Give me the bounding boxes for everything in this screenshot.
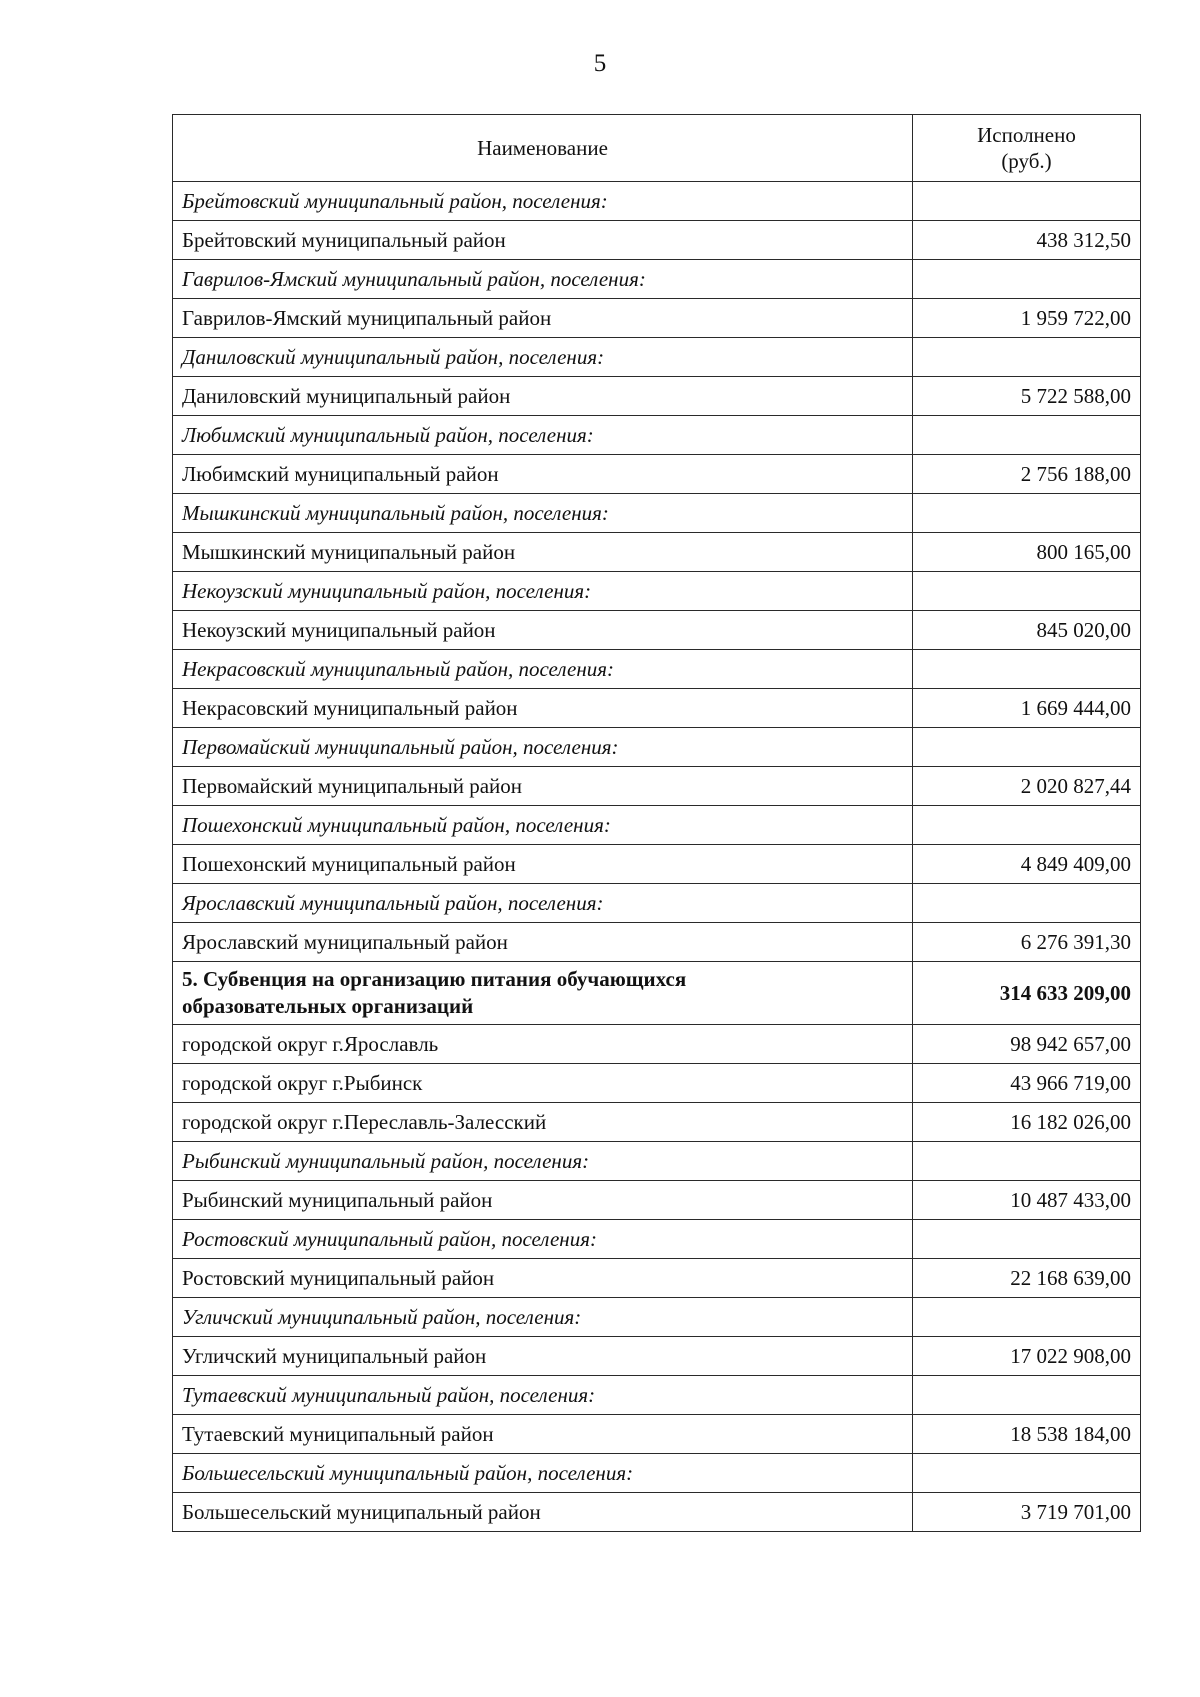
row-name: Первомайский муниципальный район bbox=[173, 767, 913, 806]
row-executed-amount bbox=[913, 1298, 1141, 1337]
row-name: Ярославский муниципальный район, поселения: bbox=[173, 884, 913, 923]
table-row bbox=[173, 923, 1141, 962]
table-row bbox=[173, 1103, 1141, 1142]
row-name: Брейтовский муниципальный район, поселения: bbox=[173, 182, 913, 221]
table-header-row bbox=[173, 115, 1141, 182]
row-executed-amount: 1 959 722,00 bbox=[913, 299, 1141, 338]
row-executed-amount: 22 168 639,00 bbox=[913, 1259, 1141, 1298]
group-heading-row bbox=[173, 1454, 1141, 1493]
row-name: городской округ г.Ярославль bbox=[173, 1025, 913, 1064]
row-name: Мышкинский муниципальный район, поселения: bbox=[173, 494, 913, 533]
group-heading-row bbox=[173, 728, 1141, 767]
table-row bbox=[173, 221, 1141, 260]
row-executed-amount bbox=[913, 494, 1141, 533]
table-row bbox=[173, 533, 1141, 572]
table-row bbox=[173, 611, 1141, 650]
column-header-executed: Исполнено (руб.) bbox=[913, 115, 1141, 182]
row-executed-amount: 3 719 701,00 bbox=[913, 1493, 1141, 1532]
row-name: Тутаевский муниципальный район, поселения: bbox=[173, 1376, 913, 1415]
row-executed-amount bbox=[913, 1454, 1141, 1493]
row-executed-amount bbox=[913, 806, 1141, 845]
row-name: Ростовский муниципальный район, поселения: bbox=[173, 1220, 913, 1259]
row-name: Некоузский муниципальный район bbox=[173, 611, 913, 650]
row-executed-amount: 43 966 719,00 bbox=[913, 1064, 1141, 1103]
row-executed-amount: 18 538 184,00 bbox=[913, 1415, 1141, 1454]
table-body bbox=[173, 182, 1141, 1532]
row-name: Пошехонский муниципальный район bbox=[173, 845, 913, 884]
table-row bbox=[173, 455, 1141, 494]
row-executed-amount: 5 722 588,00 bbox=[913, 377, 1141, 416]
group-heading-row bbox=[173, 1376, 1141, 1415]
group-heading-row bbox=[173, 416, 1141, 455]
table-row bbox=[173, 377, 1141, 416]
row-executed-amount bbox=[913, 1220, 1141, 1259]
row-executed-amount: 2 020 827,44 bbox=[913, 767, 1141, 806]
row-executed-amount bbox=[913, 728, 1141, 767]
table-row bbox=[173, 1181, 1141, 1220]
row-executed-amount: 16 182 026,00 bbox=[913, 1103, 1141, 1142]
row-executed-amount: 314 633 209,00 bbox=[913, 962, 1141, 1025]
group-heading-row bbox=[173, 572, 1141, 611]
row-name: Большесельский муниципальный район bbox=[173, 1493, 913, 1532]
row-name: Рыбинский муниципальный район bbox=[173, 1181, 913, 1220]
row-name: Некрасовский муниципальный район bbox=[173, 689, 913, 728]
row-name: Угличский муниципальный район, поселения: bbox=[173, 1298, 913, 1337]
table-row bbox=[173, 1493, 1141, 1532]
section-total-row bbox=[173, 962, 1141, 1025]
row-name: Мышкинский муниципальный район bbox=[173, 533, 913, 572]
row-name: Даниловский муниципальный район, поселения: bbox=[173, 338, 913, 377]
row-executed-amount: 17 022 908,00 bbox=[913, 1337, 1141, 1376]
group-heading-row bbox=[173, 650, 1141, 689]
row-name: Угличский муниципальный район bbox=[173, 1337, 913, 1376]
row-name: Тутаевский муниципальный район bbox=[173, 1415, 913, 1454]
row-executed-amount bbox=[913, 1142, 1141, 1181]
row-name: Рыбинский муниципальный район, поселения: bbox=[173, 1142, 913, 1181]
row-name: Любимский муниципальный район, поселения: bbox=[173, 416, 913, 455]
row-executed-amount: 438 312,50 bbox=[913, 221, 1141, 260]
group-heading-row bbox=[173, 1298, 1141, 1337]
group-heading-row bbox=[173, 182, 1141, 221]
row-executed-amount: 6 276 391,30 bbox=[913, 923, 1141, 962]
row-executed-amount bbox=[913, 260, 1141, 299]
row-name: Брейтовский муниципальный район bbox=[173, 221, 913, 260]
group-heading-row bbox=[173, 260, 1141, 299]
table-row bbox=[173, 767, 1141, 806]
row-executed-amount: 2 756 188,00 bbox=[913, 455, 1141, 494]
table-row bbox=[173, 299, 1141, 338]
group-heading-row bbox=[173, 806, 1141, 845]
row-name: Большесельский муниципальный район, поселения: bbox=[173, 1454, 913, 1493]
row-executed-amount: 1 669 444,00 bbox=[913, 689, 1141, 728]
group-heading-row bbox=[173, 338, 1141, 377]
page-number: 5 bbox=[593, 50, 607, 77]
row-executed-amount bbox=[913, 572, 1141, 611]
row-executed-amount bbox=[913, 416, 1141, 455]
group-heading-row bbox=[173, 884, 1141, 923]
row-executed-amount: 98 942 657,00 bbox=[913, 1025, 1141, 1064]
row-executed-amount: 4 849 409,00 bbox=[913, 845, 1141, 884]
column-header-name: Наименование bbox=[173, 115, 913, 182]
row-name: Некоузский муниципальный район, поселения: bbox=[173, 572, 913, 611]
row-executed-amount bbox=[913, 650, 1141, 689]
row-executed-amount bbox=[913, 884, 1141, 923]
row-name: Гаврилов-Ямский муниципальный район bbox=[173, 299, 913, 338]
row-executed-amount: 845 020,00 bbox=[913, 611, 1141, 650]
table-row bbox=[173, 1064, 1141, 1103]
table-row bbox=[173, 1415, 1141, 1454]
table-row bbox=[173, 845, 1141, 884]
row-name: городской округ г.Переславль-Залесский bbox=[173, 1103, 913, 1142]
budget-execution-table bbox=[172, 114, 1141, 1532]
group-heading-row bbox=[173, 494, 1141, 533]
table-row bbox=[173, 1025, 1141, 1064]
row-name: Любимский муниципальный район bbox=[173, 455, 913, 494]
row-executed-amount bbox=[913, 1376, 1141, 1415]
row-name: городской округ г.Рыбинск bbox=[173, 1064, 913, 1103]
row-name: Гаврилов-Ямский муниципальный район, поселения: bbox=[173, 260, 913, 299]
row-name: Некрасовский муниципальный район, поселения: bbox=[173, 650, 913, 689]
group-heading-row bbox=[173, 1220, 1141, 1259]
row-executed-amount bbox=[913, 338, 1141, 377]
row-name: Первомайский муниципальный район, поселения: bbox=[173, 728, 913, 767]
row-executed-amount: 800 165,00 bbox=[913, 533, 1141, 572]
row-executed-amount: 10 487 433,00 bbox=[913, 1181, 1141, 1220]
table-row bbox=[173, 689, 1141, 728]
row-name: 5. Субвенция на организацию питания обучающихся образовательных организаций bbox=[173, 962, 913, 1025]
row-name: Даниловский муниципальный район bbox=[173, 377, 913, 416]
table-row bbox=[173, 1259, 1141, 1298]
row-executed-amount bbox=[913, 182, 1141, 221]
row-name: Ростовский муниципальный район bbox=[173, 1259, 913, 1298]
table-row bbox=[173, 1337, 1141, 1376]
row-name: Пошехонский муниципальный район, поселения: bbox=[173, 806, 913, 845]
row-name: Ярославский муниципальный район bbox=[173, 923, 913, 962]
group-heading-row bbox=[173, 1142, 1141, 1181]
